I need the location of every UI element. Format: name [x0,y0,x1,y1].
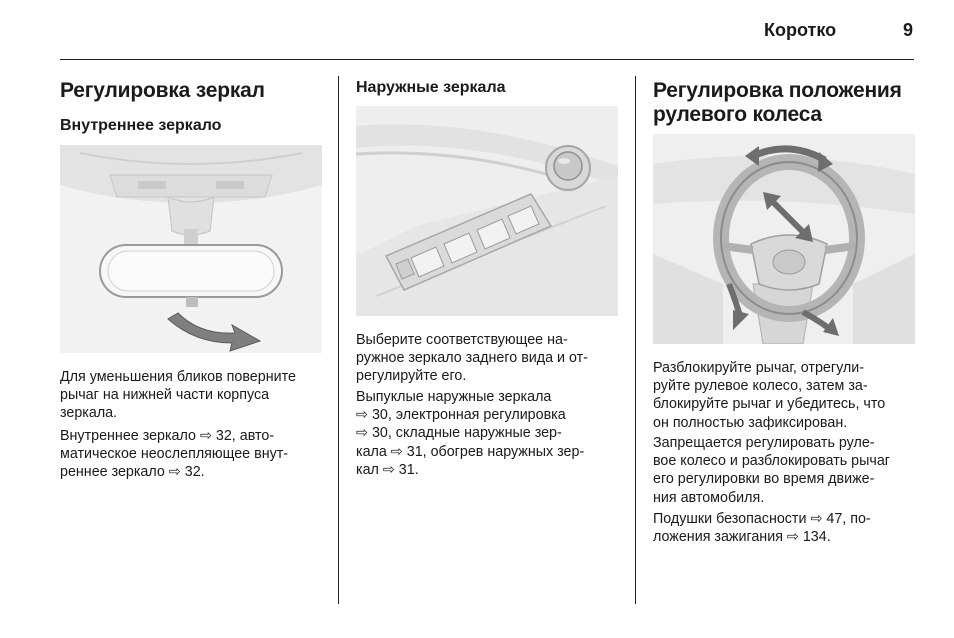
steering-wheel-instructions: Разблокируйте рычаг, отрегули- руйте рулевое колесо, затем за- блокируйте рычаг и убедитесь, что он полностью зафиксирован. [653,360,886,431]
exterior-mirrors-subheading: Наружные зеркала [356,79,506,96]
exterior-mirror-switch-illustration [356,106,618,316]
interior-mirror-references: Внутреннее зеркало ⇨ 32, авто- матическое неослепляющее внут- реннее зеркало ⇨ 32. [60,428,289,481]
running-header-title: Коротко [764,20,837,40]
exterior-mirror-instructions: Выберите соответствующее на- ружное зеркало заднего вида и от- регулируйте его. [356,332,588,385]
interior-mirror-illustration [60,145,322,353]
interior-mirror-subheading: Внутреннее зеркало [60,117,222,134]
steering-wheel-adjustment-illustration [653,134,915,344]
steering-wheel-heading-line2: рулевого колеса [653,103,822,126]
page-number: 9 [903,20,914,40]
steering-wheel-warning: Запрещается регулировать руле- вое колесо и разблокировать рычаг его регулировки во время движе- ния автомобиля. [653,435,891,506]
header-rule [60,59,914,60]
column-divider-1 [338,76,339,604]
exterior-mirror-references: Выпуклые наружные зеркала ⇨ 30, электронная регулировка ⇨ 30, складные наружные зер- кала ⇨ 31, обогрев наружных зер- кал ⇨ 31. [356,389,585,478]
column-divider-2 [635,76,636,604]
steering-wheel-references: Подушки безопасности ⇨ 47, по- ложения зажигания ⇨ 134. [653,511,871,546]
interior-mirror-instructions: Для уменьшения бликов поверните рычаг на нижней части корпуса зеркала. [60,369,296,422]
steering-wheel-heading-line1: Регулировка положения [653,79,902,102]
mirror-adjustment-heading: Регулировка зеркал [60,79,265,102]
